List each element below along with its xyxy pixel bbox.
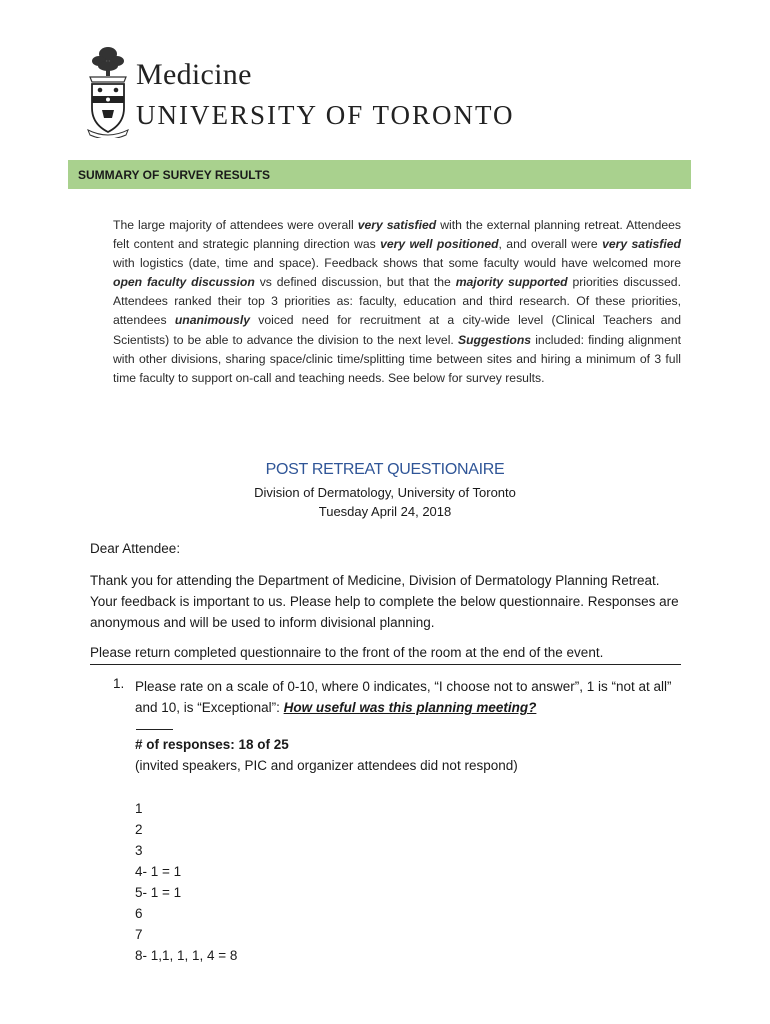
university-logo [86,44,515,140]
summary-paragraph [113,216,681,388]
questionnaire-division: Division of Dermatology, University of Toronto [254,485,516,500]
intro-paragraph: Thank you for attending the Department of Medicine, Division of Dermatology Planning Retreat. Your feedback is important to us. Please help to complete the below questionnaire. Responses are anonymous and will be used to inform divisional planning. [90,573,679,630]
score-item: 1 [135,801,143,816]
university-crest-icon [86,44,130,138]
question-1-number: 1. [113,676,125,691]
greeting: Dear Attendee: [90,541,181,556]
score-item: 5- 1 = 1 [135,885,182,900]
summary-emphasis: open faculty discussion [113,275,255,290]
questionnaire-title: POST RETREAT QUESTIONAIRE [265,461,505,478]
logo-medicine-text: Medicine [136,58,252,91]
responses-note: (invited speakers, PIC and organizer attendees did not respond) [135,758,518,773]
summary-emphasis: very well positioned [380,237,499,252]
score-item: 2 [135,822,143,837]
summary-text: , and overall were [498,237,603,252]
summary-text: vs defined discussion, but that the [254,275,456,290]
answer-blank-line[interactable] [136,729,173,730]
responses-count: # of responses: 18 of 25 [135,737,289,752]
summary-emphasis: Suggestions [457,332,532,347]
summary-text: voiced need for recruitment at a city-wide level (Clinical Teachers and Scientists) to be able to advance the division to the next level. [113,313,681,347]
score-item: 6 [135,906,143,921]
question-1-prompt: Please rate on a scale of 0-10, where 0 indicates, “I choose not to answer”, 1 is “not at all” and 10, is “Exceptional”: [135,679,672,715]
summary-emphasis: unanimously [174,313,250,328]
score-list [135,798,237,966]
logo-university-text: UNIVERSITY OF TORONTO [136,100,515,130]
summary-emphasis: very satisfied [357,218,437,232]
summary-text: included: finding alignment with other divisions, sharing space/clinic time/splitting time between sites and hiring a minimum of 3 full time faculty to support on-call and teaching needs. See below for survey results. [113,332,682,385]
summary-heading: SUMMARY OF SURVEY RESULTS [68,160,691,189]
return-instruction: Please return completed questionnaire to the front of the room at the end of the event. [90,643,681,665]
summary-text: The large majority of attendees were overall [113,218,358,232]
questionnaire-date: Tuesday April 24, 2018 [318,504,452,519]
score-item: 3 [135,843,143,858]
summary-text: with the external planning retreat. Attendees felt content and strategic planning direction was [113,218,681,252]
summary-text: priorities discussed. Attendees ranked their top 3 priorities as: faculty, education and third research. Of these priorities, attendees [113,275,681,328]
summary-text: with logistics (date, time and space). Feedback shows that some faculty would have welcomed more [113,256,681,271]
score-item: 4- 1 = 1 [135,864,182,879]
summary-emphasis: very satisfied [602,237,681,252]
summary-emphasis: majority supported [455,275,568,290]
score-item: 7 [135,927,143,942]
question-1-emphasis: How useful was this planning meeting? [283,700,537,715]
score-item: 8- 1,1, 1, 1, 4 = 8 [135,948,238,963]
question-1-text [135,676,675,718]
